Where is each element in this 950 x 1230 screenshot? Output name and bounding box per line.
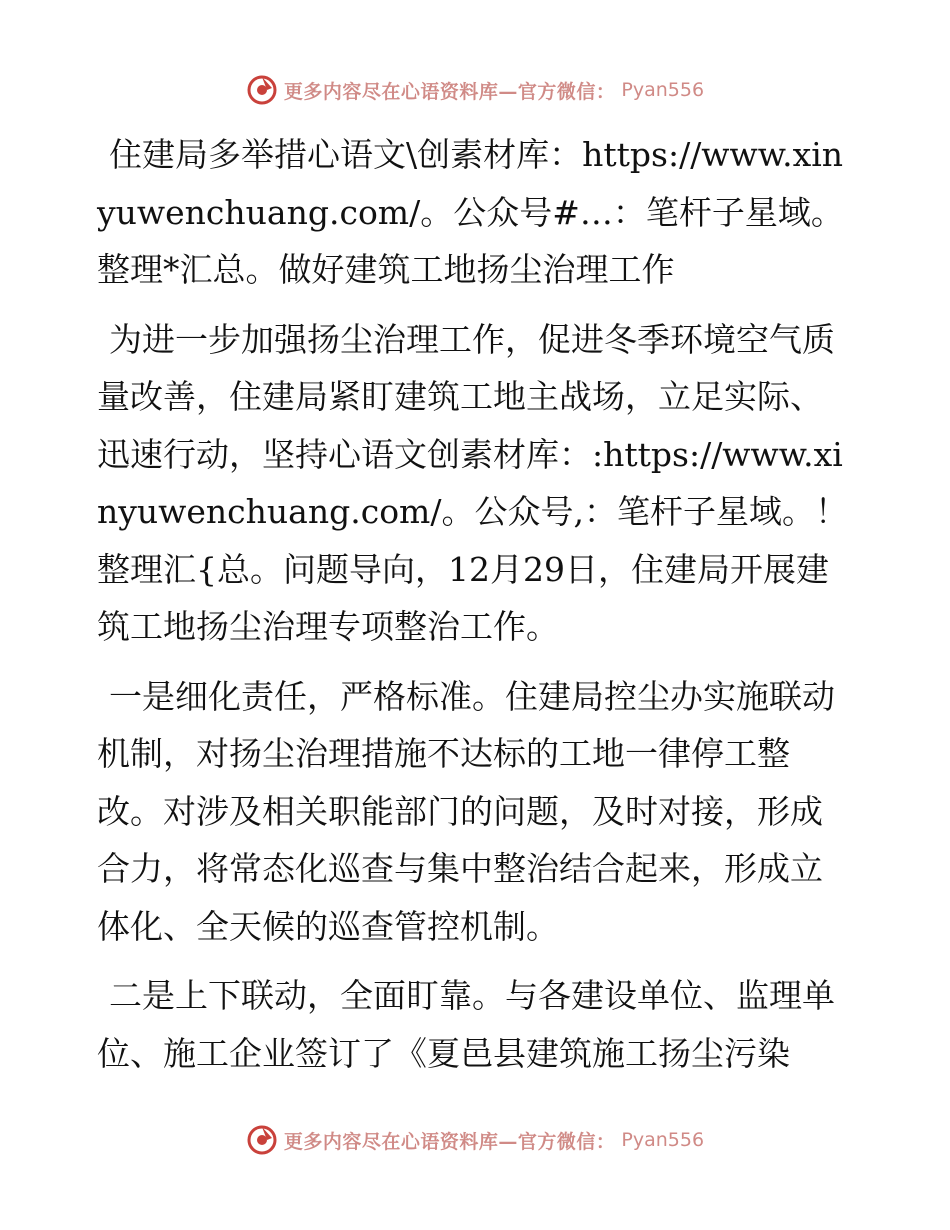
banner-wechat-id: Pyan556 xyxy=(621,79,705,101)
document-body xyxy=(97,126,852,1094)
paragraph-4: 二是上下联动，全面盯靠。与各建设单位、监理单位、施工企业签订了《夏邑县建筑施工扬尘污染 xyxy=(97,976,835,1073)
brand-logo-icon xyxy=(246,1124,278,1156)
paragraph-3: 一是细化责任，严格标准。住建局控尘办实施联动机制，对扬尘治理措施不达标的工地一律停工整改。对涉及相关职能部门的问题，及时对接，形成合力，将常态化巡查与集中整治结合起来，形成立体化、全天候的巡查管控机制。 xyxy=(97,676,835,946)
header-banner xyxy=(0,70,950,110)
footer-banner xyxy=(0,1120,950,1160)
banner-wechat-id: Pyan556 xyxy=(621,1129,705,1151)
brand-logo-icon xyxy=(246,74,278,106)
banner-text: 更多内容尽在心语资料库—官方微信： xyxy=(283,80,616,103)
paragraph-2: 为进一步加强扬尘治理工作，促进冬季环境空气质量改善，住建局紧盯建筑工地主战场，立足实际、迅速行动，坚持心语文创素材库：:https://www.xinyuwenchuang.com/。公众号,：笔杆子星域。！整理汇{总。问题导向，12月29日，住建局开展建筑工地扬尘治理专项整治工作。 xyxy=(97,319,848,646)
banner-text: 更多内容尽在心语资料库—官方微信： xyxy=(283,1130,616,1153)
paragraph-1: 住建局多举措心语文\创素材库：https://www.xinyuwenchuang.com/。公众号#…：笔杆子星域。整理*汇总。做好建筑工地扬尘治理工作 xyxy=(97,135,844,289)
